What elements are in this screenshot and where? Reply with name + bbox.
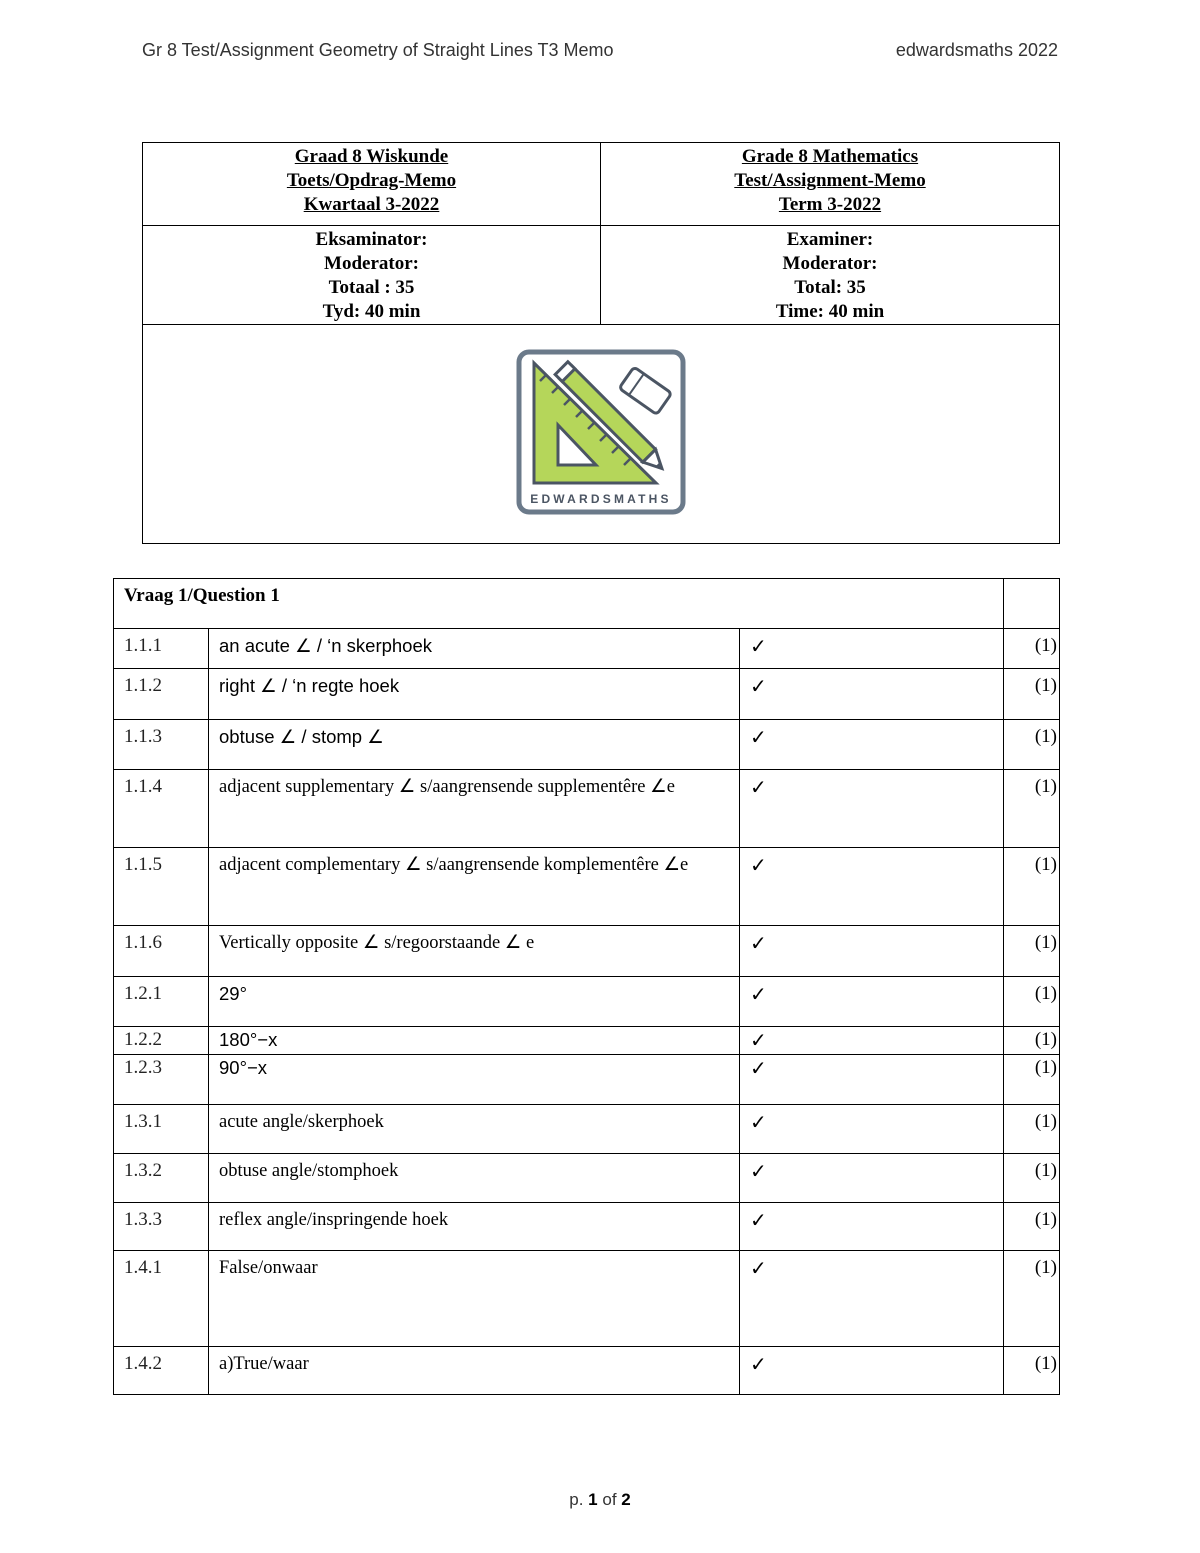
page-prefix: p.: [569, 1490, 584, 1509]
check-mark-icon: ✓: [740, 1203, 1004, 1251]
check-mark-icon: ✓: [740, 669, 1004, 720]
memo-table: [113, 578, 1060, 1395]
cover-info-afrikaans: [143, 226, 601, 325]
cover-info-english: [601, 226, 1060, 325]
answer-text: obtuse angle/stomphoek: [209, 1154, 740, 1203]
answer-text: 90°−x: [209, 1055, 740, 1105]
question-number: 1.1.1: [114, 629, 209, 669]
mark-allocation: (1): [1004, 1203, 1060, 1251]
check-mark-icon: ✓: [740, 629, 1004, 669]
answer-text: obtuse ∠ / stomp ∠: [209, 720, 740, 770]
check-mark-icon: ✓: [740, 977, 1004, 1027]
mark-allocation: (1): [1004, 629, 1060, 669]
mark-allocation: (1): [1004, 1105, 1060, 1154]
moderator-label: Moderator:: [324, 253, 419, 274]
examiner-label: Eksaminator:: [315, 229, 428, 250]
cover-title-english: [601, 143, 1060, 226]
examiner-label: Examiner:: [786, 229, 874, 250]
question-number: 1.1.3: [114, 720, 209, 770]
question-number: 1.3.2: [114, 1154, 209, 1203]
mark-allocation: (1): [1004, 1154, 1060, 1203]
check-mark-icon: ✓: [740, 1027, 1004, 1055]
cover-title-line: Term 3-2022: [778, 194, 882, 215]
question-heading: Vraag 1/Question 1: [114, 579, 1004, 629]
mark-allocation: (1): [1004, 977, 1060, 1027]
total-page-count: 2: [621, 1490, 631, 1509]
mark-allocation: (1): [1004, 926, 1060, 977]
mark-allocation: (1): [1004, 1027, 1060, 1055]
answer-text: acute angle/skerphoek: [209, 1105, 740, 1154]
cover-title-afrikaans: [143, 143, 601, 226]
answer-text: 180°−x: [209, 1027, 740, 1055]
check-mark-icon: ✓: [740, 720, 1004, 770]
mark-allocation: (1): [1004, 770, 1060, 848]
page-of-label: of: [602, 1490, 617, 1509]
answer-text: False/onwaar: [209, 1251, 740, 1347]
cover-title-line: Kwartaal 3-2022: [303, 194, 440, 215]
answer-text: Vertically opposite ∠ s/regoorstaande ∠ e: [209, 926, 740, 977]
answer-text: an acute ∠ / ‘n skerphoek: [209, 629, 740, 669]
question-number: 1.2.2: [114, 1027, 209, 1055]
question-number: 1.1.4: [114, 770, 209, 848]
cover-title-line: Test/Assignment-Memo: [734, 170, 926, 191]
answer-text: reflex angle/inspringende hoek: [209, 1203, 740, 1251]
check-mark-icon: ✓: [740, 770, 1004, 848]
check-mark-icon: ✓: [740, 1154, 1004, 1203]
answer-text: a)True/waar: [209, 1347, 740, 1395]
question-number: 1.2.1: [114, 977, 209, 1027]
check-mark-icon: ✓: [740, 1251, 1004, 1347]
page-header-author: edwardsmaths 2022: [895, 40, 1058, 60]
cover-title-line: Graad 8 Wiskunde: [294, 146, 449, 167]
mark-allocation: (1): [1004, 1347, 1060, 1395]
question-number: 1.1.5: [114, 848, 209, 926]
check-mark-icon: ✓: [740, 848, 1004, 926]
moderator-label: Moderator:: [782, 253, 878, 274]
total-label: Total: 35: [794, 277, 866, 298]
mark-allocation: (1): [1004, 720, 1060, 770]
edwardsmaths-logo: [516, 349, 686, 522]
question-number: 1.3.3: [114, 1203, 209, 1251]
total-label: Totaal : 35: [328, 277, 415, 298]
set-square-pencil-icon: [516, 349, 686, 515]
check-mark-icon: ✓: [740, 1347, 1004, 1395]
answer-text: adjacent supplementary ∠ s/aangrensende supplementêre ∠e: [209, 770, 740, 848]
question-number: 1.1.2: [114, 669, 209, 720]
question-number: 1.2.3: [114, 1055, 209, 1105]
check-mark-icon: ✓: [740, 1105, 1004, 1154]
question-number: 1.1.6: [114, 926, 209, 977]
page-footer: [0, 1490, 1200, 1510]
cover-title-line: Toets/Opdrag-Memo: [286, 170, 457, 191]
question-number: 1.3.1: [114, 1105, 209, 1154]
mark-allocation: (1): [1004, 1055, 1060, 1105]
check-mark-icon: ✓: [740, 926, 1004, 977]
page-header-title: Gr 8 Test/Assignment Geometry of Straight Lines T3 Memo: [142, 40, 614, 60]
cover-table: [142, 142, 1060, 544]
mark-allocation: (1): [1004, 669, 1060, 720]
time-label: Tyd: 40 min: [322, 301, 421, 322]
answer-text: right ∠ / ‘n regte hoek: [209, 669, 740, 720]
question-heading-mark: [1004, 579, 1060, 629]
answer-text: 29°: [209, 977, 740, 1027]
time-label: Time: 40 min: [775, 301, 885, 322]
mark-allocation: (1): [1004, 1251, 1060, 1347]
answer-text: adjacent complementary ∠ s/aangrensende komplementêre ∠e: [209, 848, 740, 926]
logo-wordmark: EDWARDSMATHS: [530, 492, 672, 506]
question-number: 1.4.1: [114, 1251, 209, 1347]
question-number: 1.4.2: [114, 1347, 209, 1395]
check-mark-icon: ✓: [740, 1055, 1004, 1105]
cover-title-line: Grade 8 Mathematics: [741, 146, 919, 167]
cover-logo-cell: [143, 325, 1060, 544]
current-page-number: 1: [588, 1490, 598, 1509]
mark-allocation: (1): [1004, 848, 1060, 926]
